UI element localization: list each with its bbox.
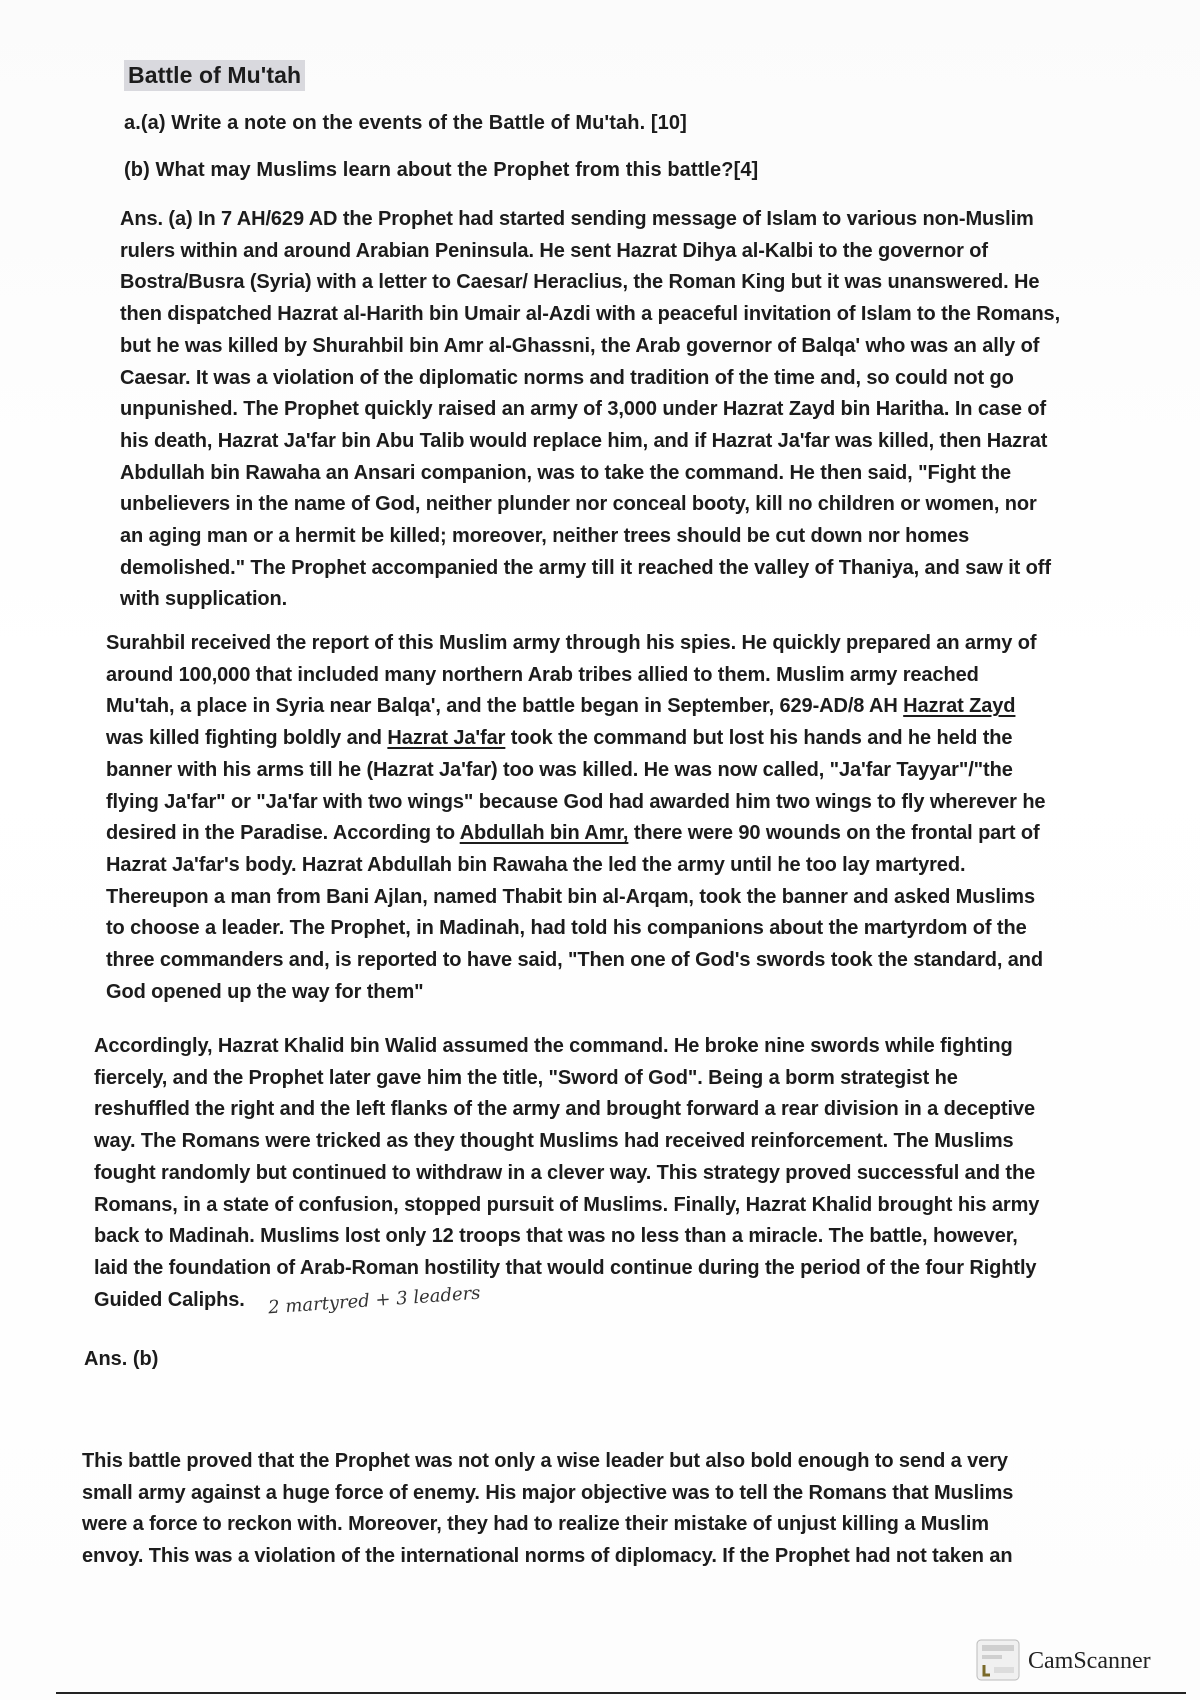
underlined-name-zayd: Hazrat Zayd <box>903 695 1016 718</box>
text-line: then dispatched Hazrat al-Harith bin Umair al-Azdi with a peaceful invitation of Islam to the Romans, <box>120 303 1061 326</box>
text-line: his death, Hazrat Ja'far bin Abu Talib would replace him, and if Hazrat Ja'far was killed, then Hazrat <box>120 429 1048 452</box>
text-line: reshuffled the right and the left flanks of the army and brought forward a rear division in a deceptive <box>94 1098 1035 1121</box>
page-title: Battle of Mu'tah <box>124 60 305 91</box>
text-line: Bostra/Busra (Syria) with a letter to Caesar/ Heraclius, the Roman King but it was unanswered. He <box>120 271 1040 294</box>
text-line: laid the foundation of Arab-Roman hostility that would continue during the period of the four Rightly <box>94 1256 1037 1279</box>
text-line: God opened up the way for them" <box>106 980 424 1003</box>
answer-a-paragraph-3 <box>94 1031 1039 1316</box>
text-line: fiercely, and the Prophet later gave him the title, "Sword of God". Being a borm strategist he <box>94 1066 958 1089</box>
question-b: (b) What may Muslims learn about the Prophet from this battle?[4] <box>124 159 759 181</box>
text-line: around 100,000 that included many northern Arab tribes allied to them. Muslim army reached <box>106 663 979 686</box>
text-line: Surahbil received the report of this Muslim army through his spies. He quickly prepared an army of <box>106 632 1037 654</box>
camscanner-watermark: CamScanner <box>1028 1648 1151 1674</box>
text-line: back to Madinah. Muslims lost only 12 troops that was no less than a miracle. The battle, however, <box>94 1225 1018 1248</box>
text-line: with supplication. <box>120 588 288 611</box>
text-segment: Mu'tah, a place in Syria near Balqa', and the battle began in September, 629-AD/8 AH <box>106 695 904 718</box>
text-line: Abdullah bin Rawaha an Ansari companion, was to take the command. He then said, "Fight the <box>120 461 1011 484</box>
text-line: rulers within and around Arabian Peninsula. He sent Hazrat Dihya al-Kalbi to the governor of <box>120 239 988 262</box>
text-line: small army against a huge force of enemy. His major objective was to tell the Romans that Muslims <box>82 1481 1014 1504</box>
handwritten-note: 2 martyred + 3 leaders <box>267 1282 482 1319</box>
text-line: Thereupon a man from Bani Ajlan, named Thabit bin al-Arqam, took the banner and asked Muslims <box>106 885 1035 908</box>
camscanner-logo-icon <box>976 1639 1020 1681</box>
answer-b-label: Ans. (b) <box>84 1348 159 1370</box>
underlined-name-jafar: Hazrat Ja'far <box>387 727 506 750</box>
text-line: flying Ja'far" or "Ja'far with two wings" because God had awarded him two wings to fly wherever he <box>106 790 1046 813</box>
text-line <box>106 723 1045 755</box>
answer-a-paragraph-2 <box>106 628 1045 1008</box>
text-line <box>106 691 1045 723</box>
text-line: Accordingly, Hazrat Khalid bin Walid assumed the command. He broke nine swords while fighting <box>94 1035 1013 1057</box>
text-line: three commanders and, is reported to have said, "Then one of God's swords took the standard, and <box>106 949 1044 972</box>
text-segment: took the command but lost his hands and he held the <box>505 727 1013 750</box>
text-segment: desired in the Paradise. According to <box>106 822 460 845</box>
text-line: way. The Romans were tricked as they thought Muslims had received reinforcement. The Muslims <box>94 1130 1014 1153</box>
answer-a-paragraph-1 <box>120 204 1060 616</box>
text-line: but he was killed by Shurahbil bin Amr al-Ghassni, the Arab governor of Balqa' who was an ally of <box>120 334 1040 357</box>
text-line: Romans, in a state of confusion, stopped pursuit of Muslims. Finally, Hazrat Khalid brought his army <box>94 1193 1040 1216</box>
text-segment: there were 90 wounds on the frontal part of <box>628 822 1040 845</box>
text-segment: was killed fighting boldly and <box>106 727 388 750</box>
answer-b-paragraph <box>82 1446 1013 1573</box>
text-line <box>106 818 1045 850</box>
text-line: unbelievers in the name of God, neither plunder nor conceal booty, kill no children or women, nor <box>120 493 1037 516</box>
text-line: Hazrat Ja'far's body. Hazrat Abdullah bin Rawaha the led the army until he too lay martyred. <box>106 853 966 876</box>
text-line: were a force to reckon with. Moreover, they had to realize their mistake of unjust killing a Muslim <box>82 1513 989 1536</box>
text-line: Guided Caliphs. <box>94 1288 245 1311</box>
text-line: an aging man or a hermit be killed; moreover, neither trees should be cut down nor homes <box>120 525 970 548</box>
text-line: demolished." The Prophet accompanied the army till it reached the valley of Thaniya, and saw it off <box>120 556 1051 579</box>
text-line: to choose a leader. The Prophet, in Madinah, had told his companions about the martyrdom of the <box>106 917 1027 940</box>
text-line: fought randomly but continued to withdraw in a clever way. This strategy proved successful and the <box>94 1161 1036 1184</box>
text-line: envoy. This was a violation of the international norms of diplomacy. If the Prophet had not taken an <box>82 1545 1013 1568</box>
text-line: unpunished. The Prophet quickly raised an army of 3,000 under Hazrat Zayd bin Haritha. In case of <box>120 398 1047 421</box>
bottom-divider <box>56 1692 1186 1694</box>
text-line: banner with his arms till he (Hazrat Ja'far) too was killed. He was now called, "Ja'far Tayyar"/"the <box>106 758 1013 781</box>
text-line: Caesar. It was a violation of the diplomatic norms and tradition of the time and, so could not go <box>120 366 1014 389</box>
text-line: This battle proved that the Prophet was not only a wise leader but also bold enough to send a very <box>82 1450 1008 1472</box>
underlined-name-abdullah: Abdullah bin Amr, <box>459 822 629 845</box>
question-a: a.(a) Write a note on the events of the Battle of Mu'tah. [10] <box>124 112 687 134</box>
text-line: Ans. (a) In 7 AH/629 AD the Prophet had started sending message of Islam to various non-Muslim <box>120 208 1034 230</box>
